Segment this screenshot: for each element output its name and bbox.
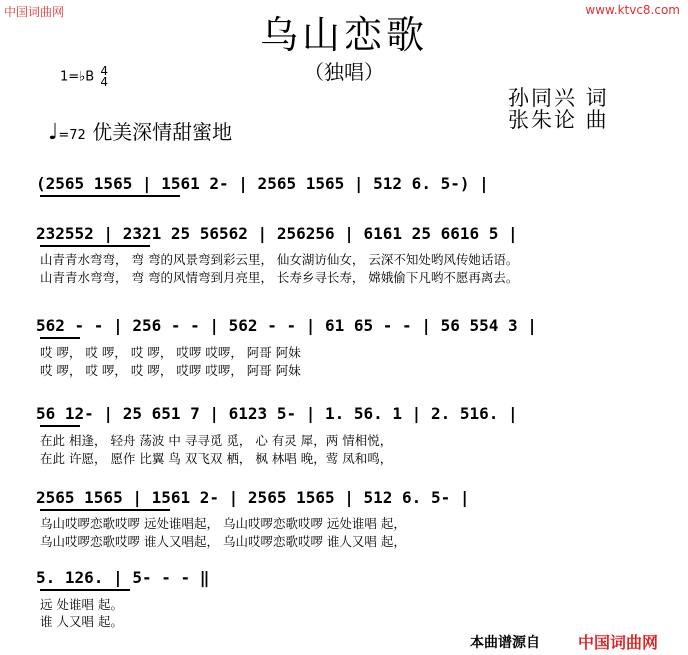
lyric-line-4b: 在此 许愿， 愿作 比翼 鸟 双飞双 栖， 枫 林唱 晚，莺 凤和鸣， xyxy=(40,451,393,466)
lyric-line-2a: 山青青水弯弯， 弯 弯的风景弯到彩云里， 仙女湖访仙女， 云深不知处哟风传她话语。 xyxy=(40,252,519,267)
composer-credit: 张朱论 曲 xyxy=(508,108,609,132)
key-label: 1=♭B xyxy=(60,69,95,85)
score-line-2: 232552 | 2321 25 56562 | 256256 | 6161 25 6616 5 | xyxy=(36,224,518,243)
lyric-line-6b: 谁 人又唱 起。 xyxy=(40,614,123,629)
time-top: 4 xyxy=(100,64,108,78)
song-title: 乌山恋歌 xyxy=(259,13,428,57)
score-line-5: 2565 1565 | 1561 2- | 2565 1565 | 512 6. 5- | xyxy=(36,488,470,507)
lyric-line-4a: 在此 相逢， 轻舟 荡波 中 寻寻觅 觅， 心 有灵 犀，两 情相悦， xyxy=(40,433,393,448)
score-line-3: 562 - - | 256 - - | 562 - - | 61 65 - - | 56 554 3 | xyxy=(36,316,537,335)
time-signature xyxy=(100,66,108,88)
tempo-value: =72 xyxy=(58,128,86,143)
time-bottom: 4 xyxy=(100,75,108,89)
song-subtitle: （独唱） xyxy=(304,60,384,84)
lyric-line-3a: 哎 啰， 哎 啰， 哎 啰， 哎啰 哎啰， 阿哥 阿妹 xyxy=(40,345,301,360)
quarter-note-icon: ♩ xyxy=(48,120,59,145)
score-line-4: 56 12- | 25 651 7 | 6123 5- | 1. 56. 1 | 2. 516. | xyxy=(36,404,518,423)
lyricist-credit: 孙同兴 词 xyxy=(508,86,609,110)
lyric-line-2b: 山青青水弯弯， 弯 弯的风情弯到月亮里， 长寿乡寻长寿， 嫦娥偷下凡哟不愿再离去。 xyxy=(40,270,519,285)
tempo-marking xyxy=(48,116,232,145)
lyric-line-6a: 远 处谁唱 起。 xyxy=(40,597,123,612)
watermark-right: www.ktvc8.com xyxy=(585,3,680,17)
expression-text: 优美深情甜蜜地 xyxy=(92,120,233,144)
key-signature xyxy=(60,66,108,88)
lyric-line-3b: 哎 啰， 哎 啰， 哎 啰， 哎啰 哎啰， 阿哥 阿妹 xyxy=(40,363,301,378)
lyric-line-5b: 乌山哎啰恋歌哎啰 谁人又唱起， 乌山哎啰恋歌哎啰 谁人又唱 起， xyxy=(40,534,406,549)
lyric-line-5a: 乌山哎啰恋歌哎啰 远处谁唱起， 乌山哎啰恋歌哎啰 远处谁唱 起， xyxy=(40,516,406,531)
source-label: 本曲谱源自 xyxy=(470,635,540,651)
source-site-link[interactable]: 中国词曲网 xyxy=(578,633,659,652)
score-line-1: (2565 1565 | 1561 2- | 2565 1565 | 512 6. 5-) | xyxy=(36,174,489,193)
watermark-left: 中国词曲网 xyxy=(4,5,65,19)
score-line-6: 5. 126. | 5- - - ‖ xyxy=(36,568,210,587)
